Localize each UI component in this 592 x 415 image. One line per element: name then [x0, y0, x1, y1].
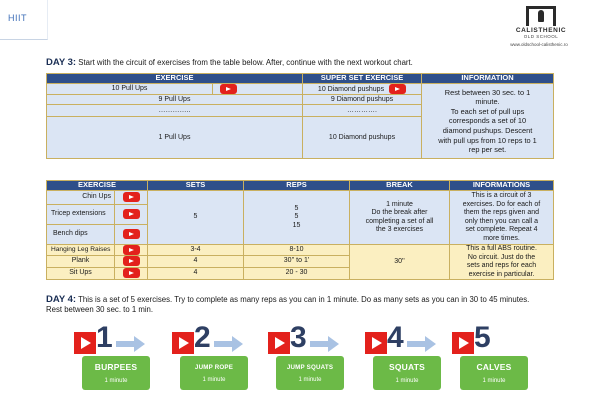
- video-cell: [115, 267, 148, 279]
- sets-cell: 4: [148, 256, 244, 267]
- exercise-cell: 1 Pull Ups: [47, 117, 303, 159]
- break-cell: 1 minute Do the break after completing a set of all the 3 exercises: [350, 191, 450, 245]
- youtube-play-icon[interactable]: [123, 192, 140, 202]
- circuit-table: [46, 180, 554, 280]
- exercise-name: JUMP ROPE: [194, 364, 234, 371]
- table-row: [47, 191, 554, 205]
- exercise-cell: Plank: [47, 256, 115, 267]
- video-play-icon[interactable]: [172, 332, 194, 354]
- col-header-information: INFORMATION: [422, 74, 554, 84]
- video-play-icon[interactable]: [452, 332, 474, 354]
- col-header-sets: SETS: [148, 181, 244, 191]
- step-squats: [365, 321, 445, 396]
- reps-cell: 20 - 30: [244, 267, 350, 279]
- table-row: [47, 245, 554, 256]
- logo-url[interactable]: www.oldschool-calisthenic.ro: [510, 42, 568, 47]
- video-cell: [115, 225, 148, 245]
- step-jump-squats: [268, 321, 348, 396]
- information-cell: This a full ABS routine. No circuit. Just do the sets and reps for each exercise in particular.: [450, 245, 554, 280]
- arrow-right-icon: [214, 338, 244, 350]
- table-row: [47, 84, 554, 95]
- reps-cell: 8-10: [244, 245, 350, 256]
- step-burpees: [74, 321, 154, 396]
- hiit-tab[interactable]: [0, 0, 48, 40]
- exercise-card: [82, 356, 150, 390]
- exercise-duration: 1 minute: [482, 378, 506, 384]
- youtube-play-icon[interactable]: [220, 84, 237, 94]
- reps-cell: 5 5 15: [244, 191, 350, 245]
- youtube-play-icon[interactable]: [123, 229, 140, 239]
- reps-cell: 30'' to 1': [244, 256, 350, 267]
- step-number: 1: [96, 321, 113, 354]
- exercise-cell: 9 Pull Ups: [47, 95, 303, 105]
- logo-subtitle: OLD SCHOOL: [523, 34, 559, 39]
- day4-exercise-steps: [74, 321, 544, 396]
- video-play-icon[interactable]: [365, 332, 387, 354]
- hiit-tab-label: HIIT: [8, 13, 27, 23]
- step-jump-rope: [172, 321, 252, 396]
- video-play-icon[interactable]: [74, 332, 96, 354]
- exercise-cell: Bench dips: [47, 225, 115, 245]
- sets-cell: 3-4: [148, 245, 244, 256]
- step-number: 5: [474, 321, 491, 354]
- exercise-card: [276, 356, 344, 390]
- exercise-name: CALVES: [476, 362, 512, 372]
- video-cell: [115, 256, 148, 267]
- exercise-cell: Hanging Leg Raises: [47, 245, 115, 256]
- day3-heading: [46, 58, 413, 68]
- col-header-reps: REPS: [244, 181, 350, 191]
- sets-cell: 5: [148, 191, 244, 245]
- pullup-bar-icon: [524, 4, 558, 26]
- exercise-card: [460, 356, 528, 390]
- exercise-duration: 1 minute: [298, 377, 322, 383]
- video-cell: [213, 84, 303, 95]
- video-cell: [115, 245, 148, 256]
- col-header-exercise: EXERCISE: [47, 181, 148, 191]
- sets-cell: 4: [148, 267, 244, 279]
- exercise-duration: 1 minute: [395, 378, 419, 384]
- exercise-card: [180, 356, 248, 390]
- youtube-play-icon[interactable]: [389, 84, 406, 94]
- brand-logo: [506, 4, 576, 47]
- superset-cell: 9 Diamond pushups: [303, 95, 422, 105]
- video-cell: [115, 205, 148, 225]
- superset-cell: ………….: [303, 105, 422, 117]
- day4-heading: [46, 295, 546, 315]
- col-header-break: BREAK: [350, 181, 450, 191]
- exercise-cell: 10 Pull Ups: [47, 84, 213, 95]
- exercise-name: JUMP SQUATS: [286, 364, 334, 371]
- youtube-play-icon[interactable]: [123, 245, 140, 255]
- youtube-play-icon[interactable]: [123, 209, 140, 219]
- day3-text: Start with the circuit of exercises from the table below. After, continue with the next workout chart.: [78, 58, 413, 67]
- arrow-right-icon: [116, 338, 146, 350]
- exercise-duration: 1 minute: [104, 378, 128, 384]
- step-number: 4: [387, 321, 404, 354]
- exercise-name: BURPEES: [94, 362, 138, 372]
- step-number: 3: [290, 321, 307, 354]
- day4-label: DAY 4:: [46, 294, 77, 305]
- day3-superset-table: [46, 73, 554, 159]
- exercise-cell: Chin Ups: [47, 191, 115, 205]
- day4-text: This is a set of 5 exercises. Try to complete as many reps as you can in 1 minute. Do as many sets as you can in 30 to 45 minutes. Rest between 30 sec. to 1 min.: [46, 295, 530, 314]
- youtube-play-icon[interactable]: [123, 256, 140, 266]
- exercise-cell: Tricep extensions: [47, 205, 115, 225]
- break-cell: 30'': [350, 245, 450, 280]
- information-cell: This is a circuit of 3 exercises. Do for each of them the reps given and only then you can call a set complete. Repeat 4 more times.: [450, 191, 554, 245]
- exercise-card: [373, 356, 441, 390]
- arrow-right-icon: [407, 338, 437, 350]
- col-header-informations: INFORMATIONS: [450, 181, 554, 191]
- information-cell: Rest between 30 sec. to 1 minute. To each set of pull ups corresponds a set of 10 diamond pushups. Descent with pull ups from 10 reps to 1 rep per set.: [422, 84, 554, 159]
- exercise-name: SQUATS: [389, 362, 425, 372]
- superset-cell: 10 Diamond pushups: [303, 84, 422, 95]
- col-header-exercise: EXERCISE: [47, 74, 303, 84]
- exercise-duration: 1 minute: [202, 377, 226, 383]
- arrow-right-icon: [310, 338, 340, 350]
- video-play-icon[interactable]: [268, 332, 290, 354]
- step-number: 2: [194, 321, 211, 354]
- superset-cell: 10 Diamond pushups: [303, 117, 422, 159]
- exercise-cell: …………..: [47, 105, 303, 117]
- video-cell: [115, 191, 148, 205]
- exercise-cell: Sit Ups: [47, 267, 115, 279]
- day3-label: DAY 3:: [46, 57, 77, 68]
- youtube-play-icon[interactable]: [123, 268, 140, 278]
- logo-title: CALISTHENIC: [515, 27, 567, 34]
- col-header-superset: SUPER SET EXERCISE: [303, 74, 422, 84]
- step-calves: [452, 321, 532, 396]
